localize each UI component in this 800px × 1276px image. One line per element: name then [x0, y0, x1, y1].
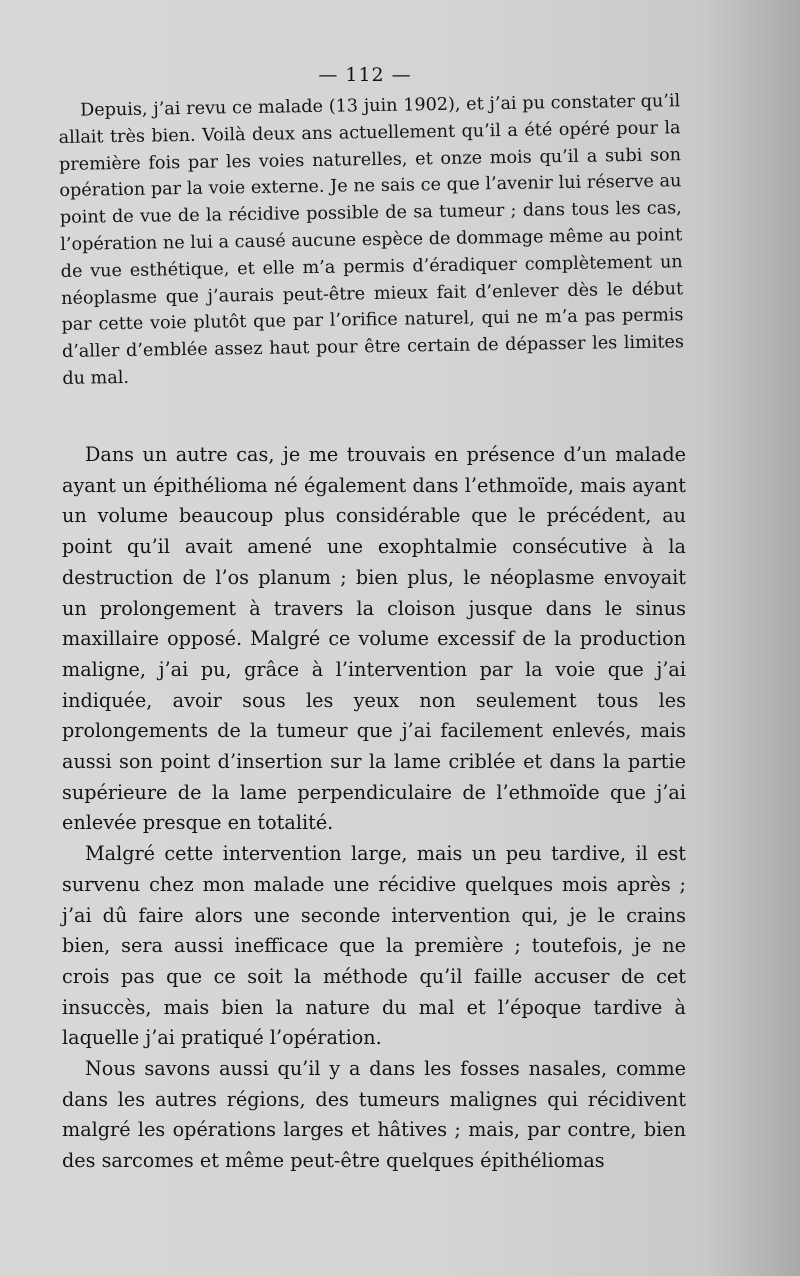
page-number: — 112 —	[318, 64, 412, 86]
case-paragraph-1: Dans un autre cas, je me trouvais en présence d’un malade ayant un épithélioma né également dans l’ethmoïde, mais ayant un volume beaucoup plus considérable que le précédent, au point qu’il avait amené une exophtalmie consécutive à la destruction de l’os planum ; bien plus, le néoplasme envoyait un prolongement à travers la cloison jusque dans le sinus maxillaire opposé. Malgré ce volume excessif de la production maligne, j’ai pu, grâce à l’intervention par la voie que j’ai indiquée, avoir sous les yeux non seulement tous les prolongements de la tumeur que j’ai facilement enlevés, mais aussi son point d’insertion sur la lame criblée et dans la partie supérieure de la lame perpendiculaire de l’ethmoïde que j’ai enlevée presque en totalité.	[62, 443, 686, 835]
case-paragraph-3: Nous savons aussi qu’il y a dans les fosses nasales, comme dans les autres régions, des tumeurs malignes qui récidivent malgré les opérations larges et hâtives ; mais, par contre, bien des sarcomes et même peut-être quelques épithéliomas	[62, 1057, 686, 1173]
case-paragraph-2: Malgré cette intervention large, mais un peu tardive, il est survenu chez mon malade une récidive quelques mois après ; j’ai dû faire alors une seconde intervention qui, je le crains bien, sera aussi inefficace que la première ; toutefois, je ne crois pas que ce soit la méthode qu’il faille accuser de cet insuccès, mais bien la nature du mal et l’époque tardive à laquelle j’ai pratiqué l’opération.	[62, 842, 686, 1050]
case-discussion	[62, 440, 686, 1177]
follow-up-note	[58, 88, 685, 392]
follow-up-paragraph: Depuis, j’ai revu ce malade (13 juin 1902), et j’ai pu constater qu’il allait très bien. Voilà deux ans actuellement qu’il a été opéré pour la première fois par les voies naturelles, et onze mois qu’il a subi son opération par la voie externe. Je ne sais ce que l’avenir lui réserve au point de vue de la récidive possible de sa tumeur ; dans tous les cas, l’opération ne lui a causé aucune espèce de dommage même au point de vue esthétique, et elle m’a permis d’éradiquer complètement un néoplasme que j’aurais peut-être mieux fait d’enlever dès le début par cette voie plutôt que par l’orifice naturel, qui ne m’a pas permis d’aller d’emblée assez haut pour être certain de dépasser les limites du mal.	[58, 91, 685, 389]
